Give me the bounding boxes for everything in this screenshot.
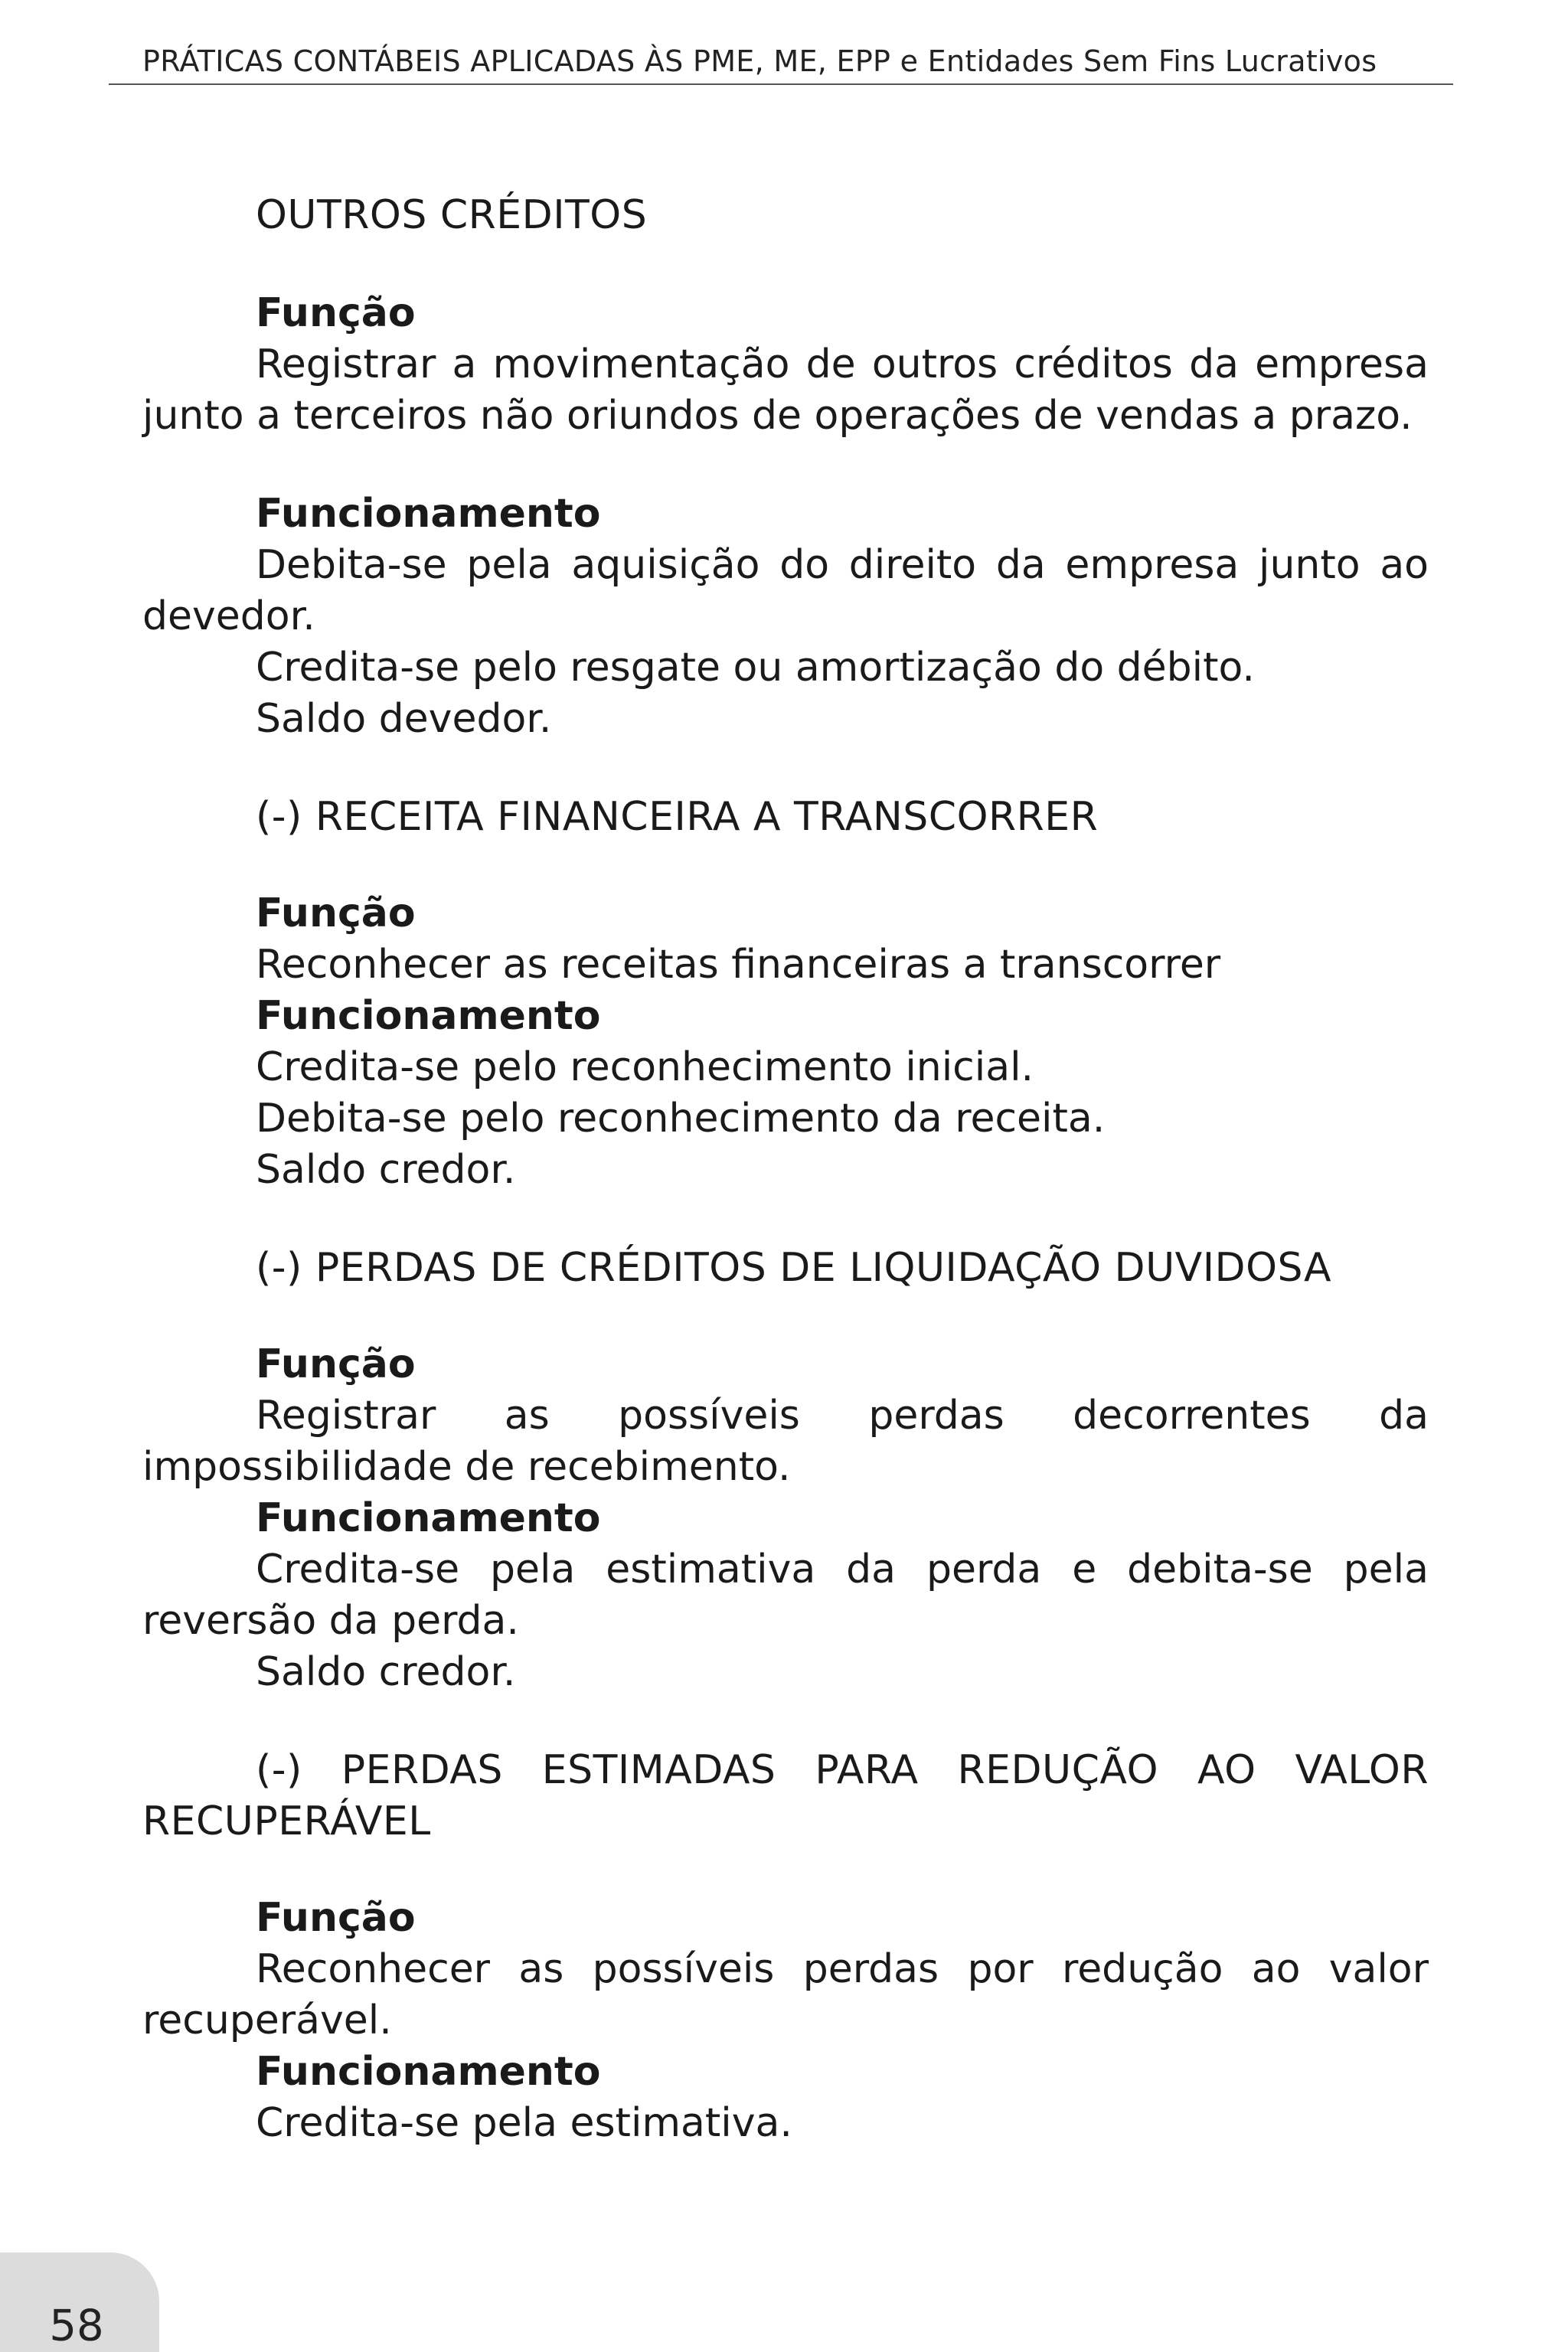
funcionamento-label: Funcionamento [256, 2049, 601, 2095]
page-body [142, 190, 1429, 2149]
funcionamento-label: Funcionamento [256, 491, 601, 537]
funcao-text: Registrar as possíveis perdas decorrentes da impossibilidade de recebimento. [142, 1393, 1429, 1490]
funcionamento-line: Credita-se pelo reconhecimento inicial. [256, 1044, 1034, 1090]
section-heading: (-) PERDAS ESTIMADAS PARA REDUÇÃO AO VALOR RECUPERÁVEL [142, 1747, 1429, 1844]
funcao-text: Reconhecer as receitas financeiras a transcorrer [256, 942, 1221, 988]
funcionamento-line: Credita-se pela estimativa da perda e debita-se pela reversão da perda. [142, 1547, 1429, 1644]
section-heading: OUTROS CRÉDITOS [256, 192, 648, 238]
funcionamento-line: Debita-se pela aquisição do direito da empresa junto ao devedor. [142, 542, 1429, 639]
funcionamento-line: Saldo credor. [256, 1649, 516, 1695]
funcao-text: Registrar a movimentação de outros créditos da empresa junto a terceiros não oriundos de operações de vendas a prazo. [142, 341, 1429, 439]
funcao-text: Reconhecer as possíveis perdas por redução ao valor recuperável. [142, 1946, 1429, 2043]
header-rule [109, 83, 1453, 85]
section-heading: (-) PERDAS DE CRÉDITOS DE LIQUIDAÇÃO DUVIDOSA [256, 1245, 1332, 1291]
running-header: PRÁTICAS CONTÁBEIS APLICADAS ÀS PME, ME, EPP e Entidades Sem Fins Lucrativos [142, 44, 1377, 78]
funcionamento-line: Saldo credor. [256, 1147, 516, 1193]
page-number: 58 [49, 2301, 104, 2351]
funcao-label: Função [256, 1895, 416, 1941]
section-heading: (-) RECEITA FINANCEIRA A TRANSCORRER [256, 794, 1099, 840]
funcionamento-line: Debita-se pelo reconhecimento da receita. [256, 1096, 1106, 1142]
funcionamento-label: Funcionamento [256, 993, 601, 1039]
funcionamento-line: Credita-se pelo resgate ou amortização do débito. [256, 645, 1255, 691]
funcionamento-line: Credita-se pela estimativa. [256, 2100, 792, 2146]
funcao-label: Função [256, 290, 416, 336]
funcionamento-label: Funcionamento [256, 1495, 601, 1541]
funcionamento-line: Saldo devedor. [256, 696, 552, 742]
funcao-label: Função [256, 890, 416, 936]
funcao-label: Função [256, 1341, 416, 1387]
